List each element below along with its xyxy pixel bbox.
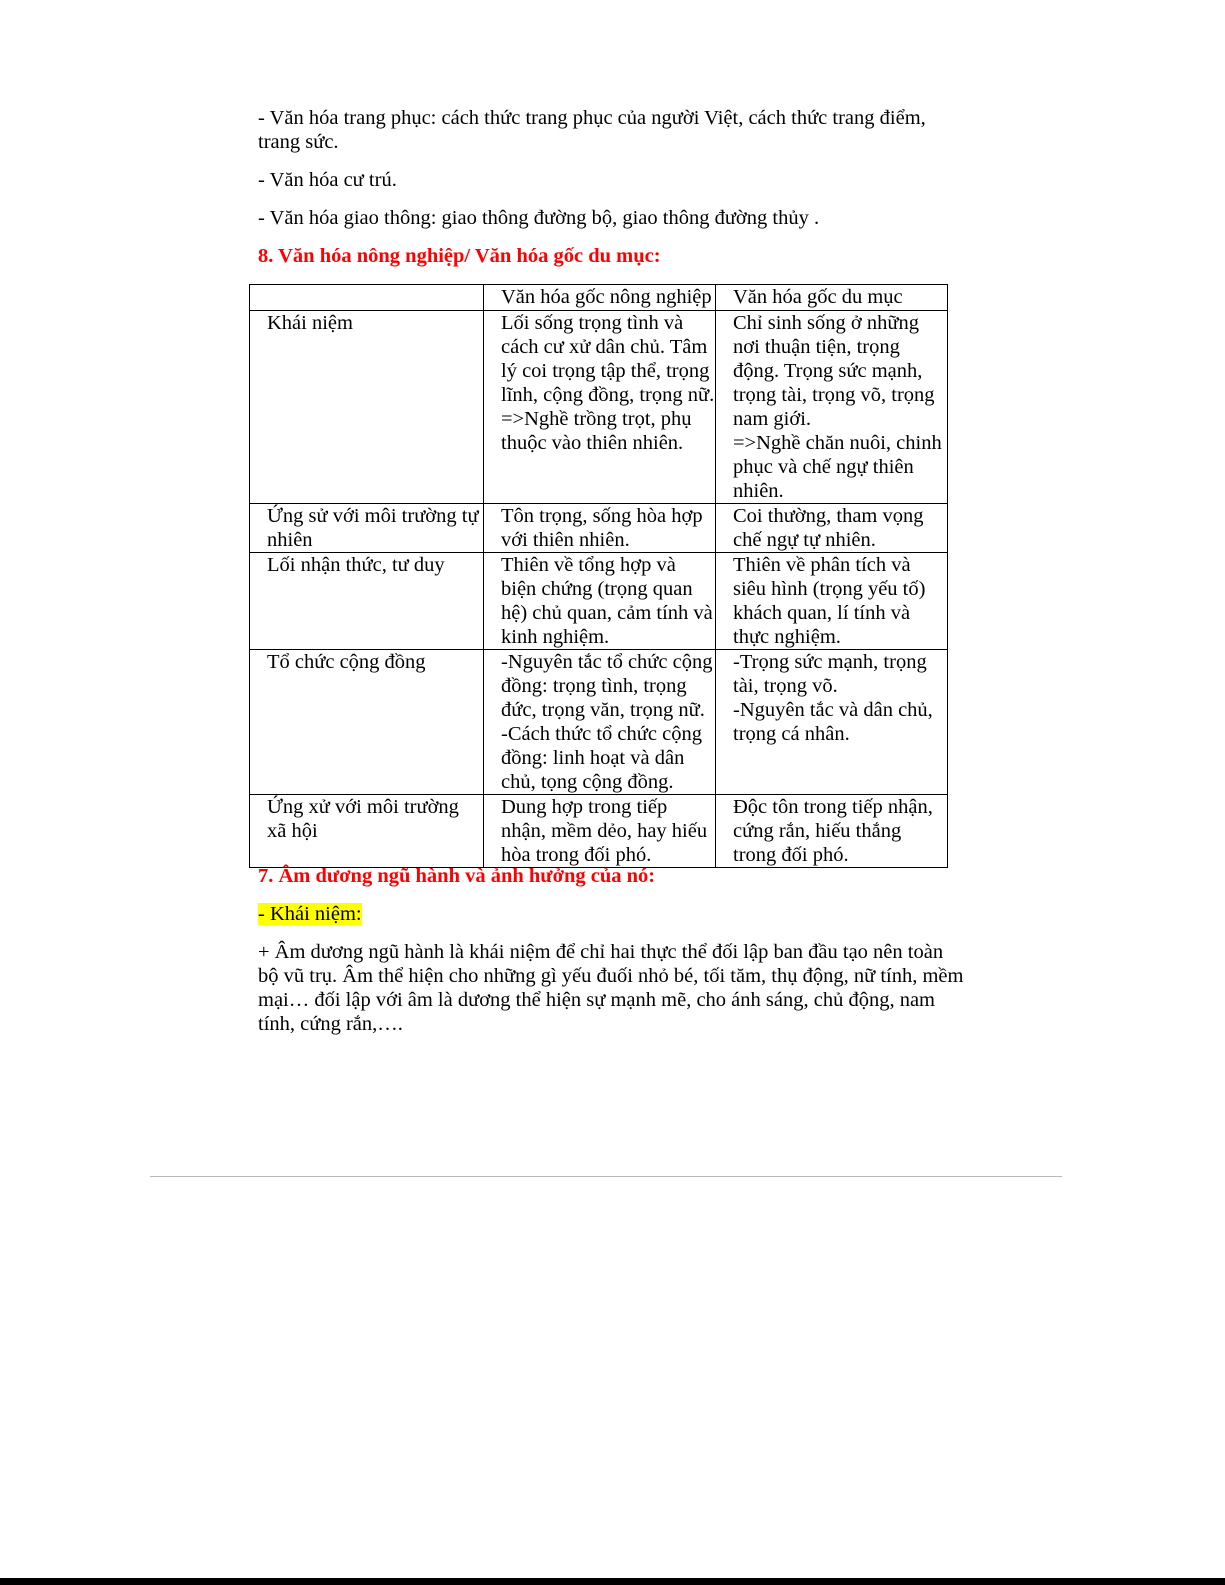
- table-row: [250, 553, 948, 650]
- agriculture-cell: Thiên về tổng hợp và biện chứng (trọng quan hệ) chủ quan, cảm tính và kinh nghiệm.: [484, 553, 716, 650]
- section-7-subheading: [258, 902, 968, 926]
- row-label: Lối nhận thức, tư duy: [250, 553, 484, 650]
- table-row: [250, 795, 948, 868]
- nomadic-cell: Chỉ sinh sống ở những nơi thuận tiện, trọng động. Trọng sức mạnh, trọng tài, trọng võ, trọng nam giới. =>Nghề chăn nuôi, chinh phục và chế ngự thiên nhiên.: [716, 311, 948, 504]
- table-header-cell-nomadic: Văn hóa gốc du mục: [716, 285, 948, 311]
- section-7: [258, 864, 968, 1036]
- nomadic-cell: Độc tôn trong tiếp nhận, cứng rắn, hiếu thắng trong đối phó.: [716, 795, 948, 868]
- table-row: [250, 504, 948, 553]
- highlighted-subheading: - Khái niệm:: [258, 903, 362, 925]
- table-header-cell-agriculture: Văn hóa gốc nông nghiệp: [484, 285, 716, 311]
- row-label: Tổ chức cộng đồng: [250, 650, 484, 795]
- section-7-body: + Âm dương ngũ hành là khái niệm để chỉ hai thực thể đối lập ban đầu tạo nên toàn bộ vũ trụ. Âm thể hiện cho những gì yếu đuối nhỏ bé, tối tăm, thụ động, nữ tính, mềm mại… đối lập với âm là dương thể hiện sự mạnh mẽ, cho ánh sáng, chủ động, nam tính, cứng rắn,….: [258, 941, 964, 1035]
- document-body: [258, 106, 968, 268]
- table-row: [250, 650, 948, 795]
- agriculture-cell: Lối sống trọng tình và cách cư xử dân chủ. Tâm lý coi trọng tập thể, trọng lĩnh, cộng đồng, trọng nữ. =>Nghề trồng trọt, phụ thuộc vào thiên nhiên.: [484, 311, 716, 504]
- nomadic-cell: Coi thường, tham vọng chế ngự tự nhiên.: [716, 504, 948, 553]
- paragraph-transport-culture: - Văn hóa giao thông: giao thông đường bộ, giao thông đường thủy .: [258, 207, 820, 229]
- page-divider: [150, 1176, 1062, 1177]
- section-8-heading: 8. Văn hóa nông nghiệp/ Văn hóa gốc du mục:: [258, 245, 661, 267]
- row-label: Ứng sử với môi trường tự nhiên: [250, 504, 484, 553]
- section-7-heading: 7. Âm dương ngũ hành và ảnh hưởng của nó:: [258, 865, 656, 887]
- comparison-table: [249, 284, 948, 868]
- page-bottom-edge: [0, 1578, 1225, 1585]
- nomadic-cell: Thiên về phân tích và siêu hình (trọng yếu tố) khách quan, lí tính và thực nghiệm.: [716, 553, 948, 650]
- agriculture-cell: Dung hợp trong tiếp nhận, mềm dẻo, hay hiếu hòa trong đối phó.: [484, 795, 716, 868]
- row-label: Ứng xử với môi trường xã hội: [250, 795, 484, 868]
- table-header-row: [250, 285, 948, 311]
- row-label: Khái niệm: [250, 311, 484, 504]
- agriculture-cell: -Nguyên tắc tổ chức cộng đồng: trọng tình, trọng đức, trọng văn, trọng nữ. -Cách thức tổ chức cộng đồng: linh hoạt và dân chủ, tọng cộng đồng.: [484, 650, 716, 795]
- table-row: [250, 311, 948, 504]
- agriculture-cell: Tôn trọng, sống hòa hợp với thiên nhiên.: [484, 504, 716, 553]
- paragraph-clothing-culture: - Văn hóa trang phục: cách thức trang phục của người Việt, cách thức trang điểm, trang sức.: [258, 107, 926, 153]
- nomadic-cell: -Trọng sức mạnh, trọng tài, trọng võ. -Nguyên tắc và dân chủ, trọng cá nhân.: [716, 650, 948, 795]
- paragraph-residence-culture: - Văn hóa cư trú.: [258, 169, 397, 191]
- table-header-cell-empty: [250, 285, 484, 311]
